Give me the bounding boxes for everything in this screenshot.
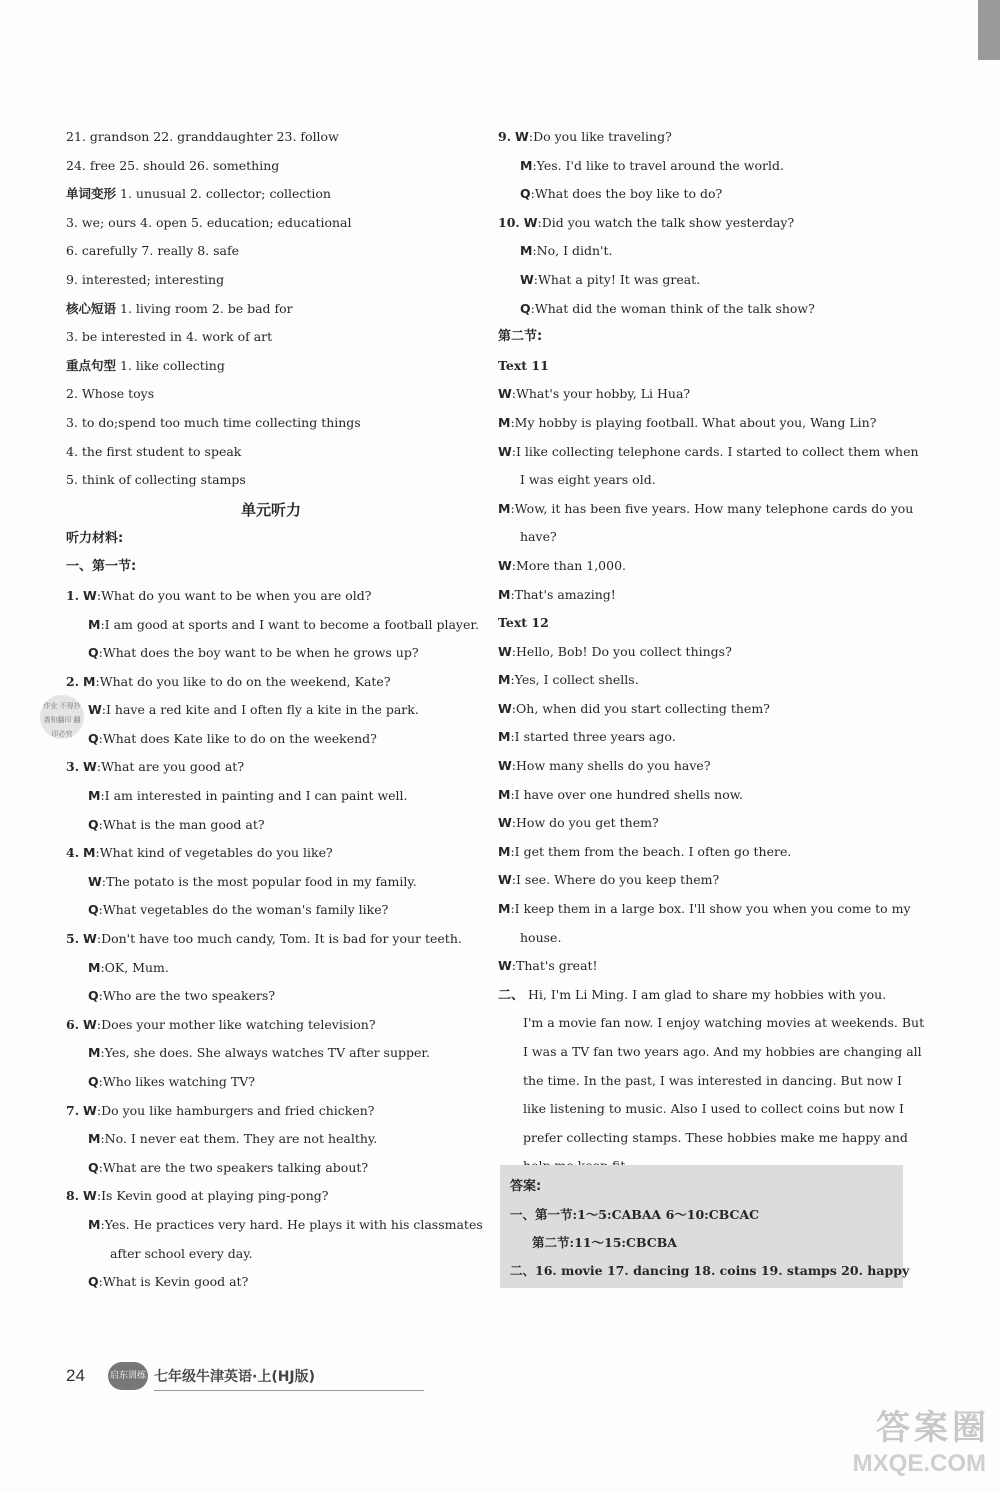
speaker-label: M bbox=[83, 845, 96, 861]
speaker-label: W bbox=[523, 214, 538, 230]
dialogue-line: Q:What is Kevin good at? bbox=[88, 1274, 249, 1290]
dialogue-line: M:I have over one hundred shells now. bbox=[498, 786, 743, 802]
speaker-label: M bbox=[88, 788, 101, 804]
dialogue-text: I see. Where do you keep them? bbox=[516, 872, 720, 888]
key-phrases-line: 核心短语 1. living room 2. be bad for bbox=[66, 300, 293, 316]
dialogue-text: I have over one hundred shells now. bbox=[514, 786, 743, 802]
dialogue-text: have? bbox=[520, 529, 557, 545]
speaker-label: M bbox=[498, 786, 511, 802]
dialogue-text: What does Kate like to do on the weekend? bbox=[102, 730, 377, 746]
dialogue-line: M:I am good at sports and I want to become a football player. bbox=[88, 616, 479, 632]
dialogue-text: Wow, it has been five years. How many telephone cards do you bbox=[514, 500, 914, 516]
dialogue-text: What are you good at? bbox=[101, 759, 245, 775]
key-sentences-line: 5. think of collecting stamps bbox=[66, 472, 246, 488]
question-number: 8. bbox=[66, 1188, 80, 1204]
passage-line bbox=[498, 1038, 922, 1067]
dialogue-text: Yes. He practices very hard. He plays it with his classmates bbox=[104, 1216, 483, 1232]
section-label: 重点句型 bbox=[66, 357, 117, 373]
key-sentences-line: 3. to do;spend too much time collecting things bbox=[66, 414, 361, 430]
dialogue-line: M:Yes, she does. She always watches TV after supper. bbox=[88, 1045, 430, 1061]
word-forms-line: 6. carefully 7. really 8. safe bbox=[66, 243, 239, 259]
speaker-label: Q bbox=[88, 1074, 99, 1089]
passage-line bbox=[498, 981, 918, 1010]
left-dialogues bbox=[66, 582, 483, 1297]
dialogue-line: M:OK, Mum. bbox=[88, 959, 169, 975]
vocab-line: 21. grandson 22. granddaughter 23. follow bbox=[66, 129, 339, 144]
right-column bbox=[498, 123, 925, 1181]
dialogue-text: What did the woman think of the talk show? bbox=[534, 300, 815, 316]
part2-label: 二、 bbox=[498, 987, 525, 1003]
dialogue-line: 1. W:What do you want to be when you are old? bbox=[66, 587, 372, 603]
unit-listening-title: 单元听力 bbox=[240, 500, 301, 519]
dialogue-line: Q:What did the woman think of the talk show? bbox=[520, 300, 815, 316]
dialogue-line: Q:What vegetables do the woman's family like? bbox=[88, 902, 389, 918]
dialogue-text: I am interested in painting and I can paint well. bbox=[104, 788, 408, 804]
dialogue-line: 10. W:Did you watch the talk show yesterday? bbox=[498, 214, 795, 230]
dialogue-text: What does the boy want to be when he grows up? bbox=[102, 645, 419, 661]
dialogue-line: 9. W:Do you like traveling? bbox=[498, 129, 672, 144]
speaker-label: M bbox=[498, 500, 511, 516]
speaker-label: M bbox=[498, 672, 511, 688]
dialogue-line: W:What's your hobby, Li Hua? bbox=[498, 386, 691, 402]
vocab-line: 24. free 25. should 26. something bbox=[66, 157, 280, 173]
dialogue-text: What a pity! It was great. bbox=[538, 271, 701, 287]
dialogue-line: 3. W:What are you good at? bbox=[66, 759, 245, 775]
dialogue-line: M:I keep them in a large box. I'll show you when you come to my bbox=[498, 901, 911, 917]
dialogue-line: 4. M:What kind of vegetables do you like? bbox=[66, 845, 333, 861]
dialogue-text: Don't have too much candy, Tom. It is bad for your teeth. bbox=[101, 931, 462, 947]
dialogue-text: OK, Mum. bbox=[104, 959, 169, 975]
dialogue-line: M:No, I didn't. bbox=[520, 243, 613, 259]
section-label: 单词变形 bbox=[66, 186, 117, 202]
speaker-label: Q bbox=[88, 902, 99, 918]
speaker-label: W bbox=[498, 643, 512, 659]
key-phrases-line: 3. be interested in 4. work of art bbox=[66, 329, 273, 345]
passage-text: Hi, I'm Li Ming. I am glad to share my hobbies with you. bbox=[528, 986, 887, 1002]
dialogue-text: Who likes watching TV? bbox=[102, 1074, 255, 1089]
speaker-label: M bbox=[520, 243, 533, 259]
dialogue-line: Q:What is the man good at? bbox=[88, 816, 265, 832]
speaker-label: Q bbox=[88, 816, 99, 832]
passage-text: the time. In the past, I was interested in dancing. But now I bbox=[523, 1072, 902, 1088]
speaker-label: W bbox=[498, 872, 512, 888]
dialogue-text: Hello, Bob! Do you collect things? bbox=[516, 643, 732, 659]
speaker-label: Q bbox=[88, 730, 99, 746]
dialogue-text: Yes, she does. She always watches TV after supper. bbox=[104, 1045, 430, 1061]
passage-text: I was a TV fan two years ago. And my hobbies are changing all bbox=[523, 1044, 922, 1059]
dialogue-line: 8. W:Is Kevin good at playing ping-pong? bbox=[66, 1188, 329, 1204]
stamp-seal: 作业 不得抄袭和翻印 翻印必究 bbox=[40, 695, 84, 739]
dialogue-text: I started three years ago. bbox=[514, 729, 676, 745]
key-sentences-line: 4. the first student to speak bbox=[66, 443, 242, 459]
word-forms-line: 9. interested; interesting bbox=[66, 271, 225, 287]
dialogue-text: Does your mother like watching television? bbox=[101, 1016, 376, 1032]
dialogue-text: Do you like traveling? bbox=[533, 129, 672, 144]
passage-text: prefer collecting stamps. These hobbies make me happy and bbox=[523, 1129, 908, 1145]
dialogue-line: Q:What does the boy want to be when he grows up? bbox=[88, 645, 419, 661]
word-forms-line: 单词变形 1. unusual 2. collector; collection bbox=[66, 186, 331, 202]
dialogue-line bbox=[498, 466, 918, 495]
page-edge-marker bbox=[978, 0, 1000, 60]
dialogue-line: Q:What does the boy like to do? bbox=[520, 186, 723, 202]
speaker-label: M bbox=[520, 157, 533, 173]
question-number: 5. bbox=[66, 931, 80, 947]
speaker-label: W bbox=[498, 700, 512, 716]
text12-lines bbox=[498, 638, 918, 981]
speaker-label: M bbox=[83, 673, 96, 689]
speaker-label: M bbox=[88, 959, 101, 975]
dialogue-text: No, I didn't. bbox=[536, 243, 613, 259]
dialogue-line: 6. W:Does your mother like watching television? bbox=[66, 1016, 376, 1032]
speaker-label: Q bbox=[520, 300, 531, 316]
dialogue-line bbox=[498, 924, 918, 953]
passage-line bbox=[498, 1095, 918, 1124]
speaker-label: W bbox=[83, 1102, 97, 1118]
dialogue-text: I keep them in a large box. I'll show you when you come to my bbox=[514, 901, 911, 917]
dialogue-line: W:I have a red kite and I often fly a kite in the park. bbox=[88, 702, 419, 718]
passage-line bbox=[498, 1067, 918, 1096]
dialogue-line: Q:What does Kate like to do on the weekend? bbox=[88, 730, 377, 746]
speaker-label: M bbox=[88, 1131, 101, 1147]
dialogue-text: What's your hobby, Li Hua? bbox=[516, 386, 691, 402]
speaker-label: W bbox=[498, 958, 512, 974]
dialogue-line: M:I started three years ago. bbox=[498, 729, 676, 745]
speaker-label: W bbox=[520, 271, 534, 287]
speaker-label: W bbox=[498, 557, 512, 573]
answer-line: 第二节:11～15:CBCBA bbox=[532, 1235, 677, 1250]
dialogue-text: What do you like to do on the weekend, Kate? bbox=[99, 673, 391, 689]
dialogue-line: W:Oh, when did you start collecting them? bbox=[498, 700, 770, 716]
speaker-label: W bbox=[498, 386, 512, 402]
materials-heading: 听力材料: bbox=[66, 530, 124, 546]
watermark-url: MXQE.COM bbox=[852, 1450, 986, 1477]
dialogue-text: Who are the two speakers? bbox=[102, 988, 276, 1004]
speaker-label: M bbox=[498, 414, 511, 430]
page-number: 24 bbox=[66, 1366, 85, 1385]
section2-heading: 第二节: bbox=[498, 329, 543, 345]
part2-passage bbox=[498, 981, 925, 1181]
speaker-label: W bbox=[88, 702, 102, 718]
speaker-label: W bbox=[498, 815, 512, 831]
speaker-label: W bbox=[83, 1188, 97, 1204]
speaker-label: M bbox=[498, 843, 511, 859]
speaker-label: Q bbox=[520, 186, 531, 202]
speaker-label: W bbox=[498, 758, 512, 774]
dialogue-line: M:My hobby is playing football. What about you, Wang Lin? bbox=[498, 414, 877, 430]
dialogue-text: The potato is the most popular food in my family. bbox=[106, 873, 417, 889]
dialogue-line bbox=[66, 1240, 476, 1269]
dialogue-text: Did you watch the talk show yesterday? bbox=[541, 214, 795, 230]
question-number: 4. bbox=[66, 845, 80, 861]
dialogue-line: W:I see. Where do you keep them? bbox=[498, 872, 720, 888]
dialogue-line: W:How many shells do you have? bbox=[498, 758, 711, 774]
dialogue-line: 5. W:Don't have too much candy, Tom. It is bad for your teeth. bbox=[66, 931, 462, 947]
dialogue-line: 7. W:Do you like hamburgers and fried chicken? bbox=[66, 1102, 375, 1118]
passage-line bbox=[498, 1124, 918, 1153]
text12-title: Text 12 bbox=[498, 615, 549, 631]
part1-section1-heading: 一、第一节: bbox=[66, 559, 137, 575]
dialogue-text: How many shells do you have? bbox=[516, 758, 711, 774]
key-sentences-line: 2. Whose toys bbox=[66, 386, 155, 402]
dialogue-text: What vegetables do the woman's family like? bbox=[102, 902, 389, 918]
dialogue-text: I get them from the beach. I often go there. bbox=[514, 843, 792, 859]
book-title: 七年级牛津英语·上(HJ版) bbox=[154, 1369, 316, 1385]
dialogue-text: More than 1,000. bbox=[516, 557, 626, 573]
speaker-label: W bbox=[515, 129, 529, 144]
speaker-label: Q bbox=[88, 1159, 99, 1175]
left-column bbox=[66, 123, 483, 1297]
dialogue-line: M:I am interested in painting and I can paint well. bbox=[88, 788, 408, 804]
dialogue-text: I like collecting telephone cards. I started to collect them when bbox=[516, 443, 919, 459]
question-number: 1. bbox=[66, 587, 80, 603]
dialogue-text: I was eight years old. bbox=[520, 472, 656, 488]
speaker-label: W bbox=[83, 1016, 97, 1032]
text11-title: Text 11 bbox=[498, 357, 549, 373]
section-label: 核心短语 bbox=[66, 300, 117, 316]
dialogue-line: M:Yes, I collect shells. bbox=[498, 672, 639, 688]
dialogue-text: after school every day. bbox=[110, 1245, 253, 1261]
speaker-label: M bbox=[88, 1045, 101, 1061]
speaker-label: M bbox=[88, 616, 101, 632]
speaker-label: M bbox=[498, 901, 511, 917]
page-footer bbox=[66, 1360, 366, 1394]
dialogue-text: That's amazing! bbox=[514, 586, 616, 602]
dialogue-text: What kind of vegetables do you like? bbox=[99, 845, 333, 861]
dialogue-text: How do you get them? bbox=[516, 815, 659, 831]
question-number: 7. bbox=[66, 1102, 80, 1118]
speaker-label: Q bbox=[88, 645, 99, 661]
dialogue-line: W:That's great! bbox=[498, 958, 598, 974]
question-number: 9. bbox=[498, 129, 512, 144]
passage-line bbox=[498, 1009, 925, 1038]
dialogue-text: Do you like hamburgers and fried chicken? bbox=[101, 1102, 375, 1118]
dialogue-line: M:That's amazing! bbox=[498, 586, 616, 602]
dialogue-line: W:I like collecting telephone cards. I started to collect them when bbox=[498, 443, 919, 459]
dialogue-text: What does the boy like to do? bbox=[534, 186, 723, 202]
right-dialogues bbox=[498, 123, 918, 323]
answer-line: 一、第一节:1～5:CABAA 6～10:CBCAC bbox=[510, 1207, 760, 1222]
answer-line: 二、16. movie 17. dancing 18. coins 19. stamps 20. happy bbox=[510, 1263, 910, 1278]
question-number: 10. bbox=[498, 214, 520, 230]
dialogue-text: house. bbox=[520, 929, 562, 945]
dialogue-line: M:Yes. I'd like to travel around the world. bbox=[520, 157, 784, 173]
dialogue-text: I have a red kite and I often fly a kite in the park. bbox=[106, 702, 419, 718]
dialogue-text: Is Kevin good at playing ping-pong? bbox=[101, 1188, 329, 1204]
dialogue-line bbox=[498, 523, 918, 552]
dialogue-text: That's great! bbox=[516, 958, 598, 974]
dialogue-text: What is the man good at? bbox=[102, 816, 265, 832]
dialogue-line: Q:Who likes watching TV? bbox=[88, 1074, 255, 1089]
word-forms-line: 3. we; ours 4. open 5. education; educational bbox=[66, 214, 352, 230]
dialogue-line: Q:Who are the two speakers? bbox=[88, 988, 276, 1004]
dialogue-line: W:The potato is the most popular food in my family. bbox=[88, 873, 417, 889]
question-number: 2. bbox=[66, 673, 80, 689]
dialogue-line: M:I get them from the beach. I often go there. bbox=[498, 843, 792, 859]
dialogue-text: I am good at sports and I want to become a football player. bbox=[104, 616, 479, 632]
dialogue-line: Q:What are the two speakers talking about? bbox=[88, 1159, 369, 1175]
speaker-label: W bbox=[88, 873, 102, 889]
dialogue-line: W:How do you get them? bbox=[498, 815, 659, 831]
dialogue-text: What are the two speakers talking about? bbox=[102, 1159, 369, 1175]
text11-lines bbox=[498, 380, 918, 609]
dialogue-line: 2. M:What do you like to do on the weekend, Kate? bbox=[66, 673, 391, 689]
speaker-label: Q bbox=[88, 988, 99, 1004]
dialogue-text: My hobby is playing football. What about you, Wang Lin? bbox=[514, 414, 877, 430]
watermark-brand: 答案圈 bbox=[876, 1408, 990, 1448]
passage-text: I'm a movie fan now. I enjoy watching movies at weekends. But bbox=[523, 1015, 925, 1031]
dialogue-text: No. I never eat them. They are not healthy. bbox=[104, 1131, 378, 1147]
speaker-label: M bbox=[498, 586, 511, 602]
speaker-label: W bbox=[83, 931, 97, 947]
answer-box bbox=[500, 1165, 910, 1288]
key-sentences-line: 重点句型 1. like collecting bbox=[66, 357, 225, 373]
dialogue-line: W:More than 1,000. bbox=[498, 557, 626, 573]
speaker-label: M bbox=[88, 1216, 101, 1232]
dialogue-text: What do you want to be when you are old? bbox=[101, 587, 372, 603]
watermark bbox=[660, 1400, 990, 1488]
passage-text: like listening to music. Also I used to collect coins but now I bbox=[523, 1101, 904, 1117]
speaker-label: W bbox=[83, 759, 97, 775]
question-number: 3. bbox=[66, 759, 80, 775]
publisher-logo: 启东训练 bbox=[108, 1362, 148, 1390]
speaker-label: W bbox=[83, 587, 97, 603]
speaker-label: Q bbox=[88, 1274, 99, 1290]
dialogue-text: Oh, when did you start collecting them? bbox=[516, 700, 770, 716]
footer-rule bbox=[154, 1390, 424, 1391]
dialogue-line: M:Yes. He practices very hard. He plays it with his classmates bbox=[88, 1216, 483, 1232]
dialogue-line: M:No. I never eat them. They are not healthy. bbox=[88, 1131, 378, 1147]
speaker-label: M bbox=[498, 729, 511, 745]
dialogue-text: What is Kevin good at? bbox=[102, 1274, 249, 1290]
dialogue-line: M:Wow, it has been five years. How many telephone cards do you bbox=[498, 500, 914, 516]
dialogue-line: W:Hello, Bob! Do you collect things? bbox=[498, 643, 732, 659]
question-number: 6. bbox=[66, 1016, 80, 1032]
dialogue-text: Yes. I'd like to travel around the world. bbox=[536, 157, 784, 173]
dialogue-line: W:What a pity! It was great. bbox=[520, 271, 701, 287]
speaker-label: W bbox=[498, 443, 512, 459]
dialogue-text: Yes, I collect shells. bbox=[514, 672, 639, 688]
answer-heading: 答案: bbox=[510, 1179, 542, 1194]
